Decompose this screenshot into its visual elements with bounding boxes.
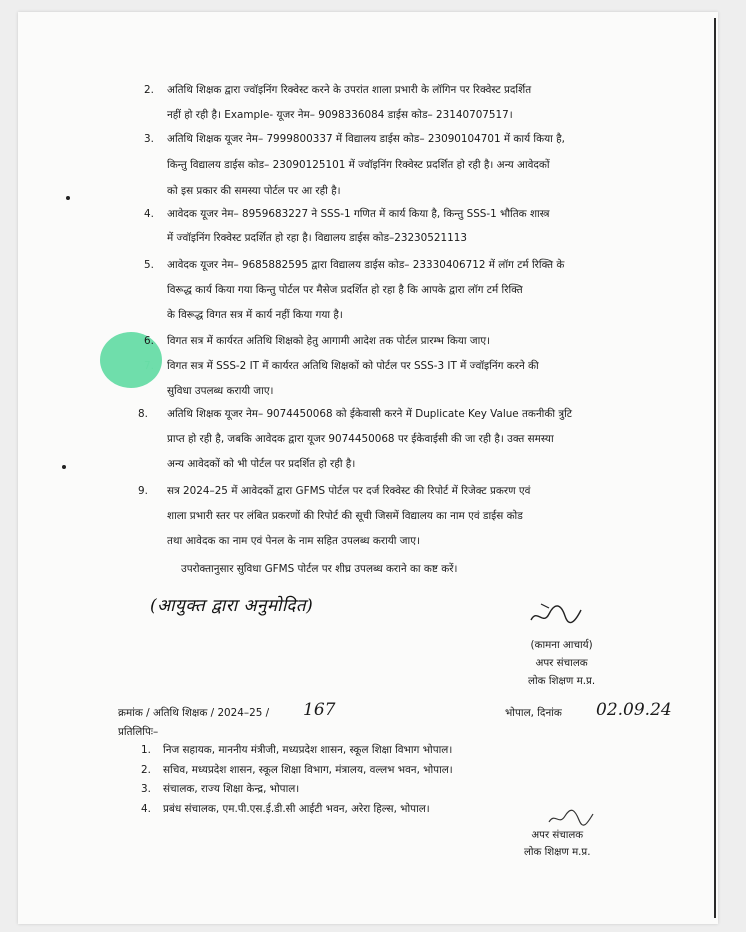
item-number: 7. [144,360,154,372]
cc-entry [141,800,453,820]
place-date-label: भोपाल, दिनांक [505,707,562,719]
item-number: 4. [144,208,154,220]
signatory-name: (कामना आचार्य) [530,639,593,651]
cc-entry-text: प्रबंध संचालक, एम.पी.एस.ई.डी.सी आईटी भवन, अरेरा हिल्स, भोपाल। [163,802,430,815]
item-line: विगत सत्र में SSS-2 IT में कार्यरत अतिथि शिक्षकों को पोर्टल पर SSS-3 IT में ज्वॉइनिंग करने की [167,360,539,372]
item-line: में ज्वॉइनिंग रिक्वेस्ट प्रदर्शित हो रहा है। विद्यालय डाईस कोड–23230521113 [167,232,467,244]
item-line: प्राप्त हो रही है, जबकि आवेदक द्वारा यूजर 9074450068 पर ईकेवाईसी की जा रही है। उक्त समस्या [167,433,554,445]
item-number: 8. [138,408,148,420]
signatory2-designation: अपर संचालक [531,830,584,841]
item-line: सुविधा उपलब्ध करायी जाए। [167,385,274,397]
signatory2-office: लोक शिक्षण म.प्र. [524,847,591,858]
cc-entry-number: 4. [141,802,151,815]
item-number: 6. [144,335,154,347]
item-line: अन्य आवेदकों को भी पोर्टल पर प्रदर्शित हो रही है। [167,458,356,470]
item-line: तथा आवेदक का नाम एवं पेनल के नाम सहित उपलब्ध करायी जाए। [167,535,420,547]
cc-entry-number: 1. [141,744,151,756]
item-line: विरूद्ध कार्य किया गया किन्तु पोर्टल पर मैसेज प्रदर्शित हो रहा है कि आपके द्वारा लॉग टर्म रिक्ति [167,284,523,296]
cc-entry-text: निज सहायक, माननीय मंत्रीजी, मध्यप्रदेश शासन, स्कूल शिक्षा विभाग भोपाल। [163,744,453,756]
item-line: शाला प्रभारी स्तर पर लंबित प्रकरणों की रिपोर्ट की सूची जिसमें विद्यालय का नाम एवं डाईस कोड [167,510,523,522]
item-line: के विरूद्ध विगत सत्र में कार्य नहीं किया गया है। [167,309,343,321]
item-line: आवेदक यूजर नेम– 9685882595 द्वारा विद्यालय डाईस कोड– 23330406712 में लॉग टर्म रिक्ति के [167,259,565,271]
signatory-block-2 [524,827,590,861]
cc-list [141,741,453,819]
cc-entry [141,761,453,781]
item-line: अतिथि शिक्षक यूजर नेम– 7999800337 में विद्यालय डाईस कोड– 23090104701 में कार्य किया है, [167,133,565,145]
cc-entry [141,780,453,800]
item-line: नहीं हो रही है। Example- यूजर नेम– 9098336084 डाईस कोड– 23140707517। [167,109,513,121]
signatory-office: लोक शिक्षण म.प्र. [528,675,596,687]
item-line: विगत सत्र में कार्यरत अतिथि शिक्षको हेतु आगामी आदेश तक पोर्टल प्रारम्भ किया जाए। [167,335,491,347]
item-line: को इस प्रकार की समस्या पोर्टल पर आ रही है। [167,185,341,197]
item-line: किन्तु विद्यालय डाईस कोड– 23090125101 में ज्वॉइनिंग रिक्वेस्ट प्रदर्शित हो रही है। अन्य आवेदकों [167,159,550,171]
cc-entry-text: संचालक, राज्य शिक्षा केन्द्र, भोपाल। [163,783,300,795]
item-line: सत्र 2024–25 में आवेदकों द्वारा GFMS पोर्टल पर दर्ज रिक्वेस्ट की रिपोर्ट में रिजेक्ट प्रकरण एवं [167,485,531,497]
cc-entry-text: सचिव, मध्यप्रदेश शासन, स्कूल शिक्षा विभाग, मंत्रालय, वल्लभ भवन, भोपाल। [163,763,453,776]
page-edge-line [714,18,716,918]
cc-entry-number: 2. [141,763,151,776]
item-line: अतिथि शिक्षक यूजर नेम– 9074450068 को ईकेवासी करने में Duplicate Key Value तकनीकी त्रुटि [167,408,572,420]
closing-sentence: उपरोक्तानुसार सुविधा GFMS पोर्टल पर शीघ्र उपलब्ध कराने का कष्ट करें। [181,563,458,575]
speck [66,196,70,200]
item-line: अतिथि शिक्षक द्वारा ज्वॉइनिंग रिक्वेस्ट करने के उपरांत शाला प्रभारी के लॉगिन पर रिक्वेस्ट प्रदर्शित [167,84,532,96]
cc-entry-number: 3. [141,783,151,795]
cc-label: प्रतिलिपिः– [118,726,159,738]
reference-label: क्रमांक / अतिथि शिक्षक / 2024–25 / [118,707,270,719]
handwritten-approval-note: (आयुक्त द्वारा अनुमोदित) [150,596,314,616]
signature-mark [527,600,583,630]
handwritten-date: 02.09.24 [596,700,672,720]
signatory-block [528,636,595,690]
item-number: 5. [144,259,154,271]
reference-number: 167 [303,700,336,720]
item-line: आवेदक यूजर नेम– 8959683227 ने SSS-1 गणित में कार्य किया है, किन्तु SSS-1 भौतिक शास्त्र [167,208,550,220]
cc-entry [141,741,453,761]
item-number: 3. [144,133,154,145]
speck [62,465,66,469]
signatory-designation: अपर संचालक [535,657,588,669]
item-number: 2. [144,84,154,96]
item-number: 9. [138,485,148,497]
